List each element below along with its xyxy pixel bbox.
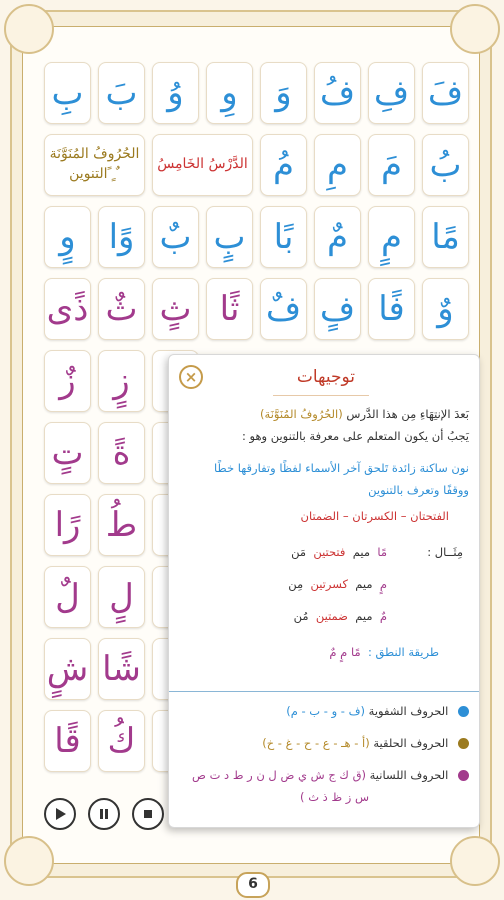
example-harakah: كسرتين	[310, 577, 348, 591]
pause-button[interactable]	[88, 798, 120, 830]
dialog-line	[260, 407, 469, 421]
letter-tile[interactable]: بُ	[422, 134, 469, 196]
letter-tile[interactable]: وِ	[206, 62, 253, 124]
example-row	[291, 545, 387, 559]
title-divider	[273, 395, 369, 396]
group-name: الحروف اللسانية	[369, 768, 449, 782]
corner-ornament	[450, 836, 500, 886]
letter-tile[interactable]: ةً	[98, 422, 145, 484]
letter-tile[interactable]: مٌ	[314, 206, 361, 268]
corner-ornament	[450, 4, 500, 54]
blue-dot-icon	[458, 706, 469, 717]
highlight-text: (الحُرُوفُ المُنَوَّنَة)	[260, 407, 343, 421]
purple-dot-icon	[458, 770, 469, 781]
letter-tile[interactable]: وًا	[98, 206, 145, 268]
group-name: الحروف الحلقية	[373, 736, 449, 750]
letter-tile[interactable]: ثًا	[206, 278, 253, 340]
letter-tile[interactable]: فًا	[368, 278, 415, 340]
corner-ornament	[4, 836, 54, 886]
letter-tile[interactable]: لٍ	[98, 566, 145, 628]
letter-tile[interactable]: زٍ	[98, 350, 145, 412]
letter-tile[interactable]: مِ	[314, 134, 361, 196]
letter-tile[interactable]: مُ	[260, 134, 307, 196]
letter-tile[interactable]: شًا	[98, 638, 145, 700]
letter-tile[interactable]: فٌ	[260, 278, 307, 340]
letter-tile[interactable]: شٍ	[44, 638, 91, 700]
group-item	[262, 736, 469, 750]
letter-tile[interactable]: بٍ	[206, 206, 253, 268]
play-icon	[53, 807, 67, 821]
page-number: 6	[236, 872, 270, 898]
pronunciation-value: مًا مٍ مٌ	[329, 645, 361, 659]
letter-tile[interactable]: ثٍ	[152, 278, 199, 340]
close-button[interactable]	[179, 365, 203, 389]
gold-dot-icon	[458, 738, 469, 749]
dialog-line: يَجبُ أن يكون المتعلم على معرفة بالتنوين وهو :	[241, 429, 469, 443]
dialog-title: توجيهات	[296, 367, 355, 387]
group-item	[192, 768, 469, 782]
letter-row	[44, 134, 469, 196]
example-row	[288, 577, 387, 591]
letter-tile[interactable]: زٌ	[44, 350, 91, 412]
example-letter: مٌ	[379, 609, 387, 623]
pause-icon	[97, 807, 111, 821]
example-word: ميم	[355, 609, 373, 623]
letter-tile[interactable]: وٌ	[422, 278, 469, 340]
letter-tile[interactable]: بِ	[44, 62, 91, 124]
stop-button[interactable]	[132, 798, 164, 830]
letter-tile[interactable]: بًا	[260, 206, 307, 268]
letter-tile[interactable]: لٌ	[44, 566, 91, 628]
letter-tile[interactable]: مَ	[368, 134, 415, 196]
lesson-heading-tile	[44, 134, 145, 196]
letter-tile[interactable]: ثٌ	[98, 278, 145, 340]
letter-tile[interactable]: فَ	[422, 62, 469, 124]
example-word: ميم	[352, 545, 371, 559]
letter-tile[interactable]: ذًى	[44, 278, 91, 340]
lesson-title-tile: الدَّرْسُ الخَامِسُ	[152, 134, 253, 196]
letter-tile[interactable]: طُ	[98, 494, 145, 556]
play-button[interactable]	[44, 798, 76, 830]
letter-tile[interactable]: فُ	[314, 62, 361, 124]
example-word: ميم	[355, 577, 373, 591]
letter-tile[interactable]: قًا	[44, 710, 91, 772]
letter-row	[44, 278, 469, 340]
example-sound: مِن	[288, 577, 304, 591]
example-harakah: ضمتين	[315, 609, 348, 623]
letter-tile[interactable]: كُ	[98, 710, 145, 772]
line-text: بَعدَ الإنتِهَاءِ مِن هذا الدَّرس	[346, 407, 469, 421]
stop-icon	[141, 807, 155, 821]
heading-line: الحُرُوفُ المُنَوَّنَة	[49, 146, 140, 163]
group-item	[286, 704, 469, 718]
letter-tile[interactable]: وٍ	[44, 206, 91, 268]
letter-tile[interactable]: مٍ	[368, 206, 415, 268]
example-harakah: فتحتين	[313, 545, 346, 559]
letter-row	[44, 62, 469, 124]
instructions-dialog	[168, 354, 480, 828]
example-label: مِثَــال :	[427, 545, 463, 559]
pronunciation-line	[329, 645, 439, 659]
letter-row	[44, 206, 469, 268]
letter-tile[interactable]: مًا	[422, 206, 469, 268]
example-letter: مٍ	[379, 577, 387, 591]
corner-ornament	[4, 4, 54, 54]
group-letters: (ق ك ج ش ي ض ل ن ر ط د ت ص	[192, 768, 366, 782]
dialog-line: نون ساكنة زائدة تَلحق آخر الأسماء لفظًا وتفارقها خطًا	[214, 461, 469, 475]
letter-tile[interactable]: وُ	[152, 62, 199, 124]
letter-tile[interactable]: تٍ	[44, 422, 91, 484]
example-sound: مُن	[293, 609, 309, 623]
example-row	[294, 609, 387, 623]
dialog-line: الفتحتان – الكسرتان – الضمتان	[300, 509, 449, 523]
group-name: الحروف الشفوية	[368, 704, 449, 718]
group-letters-continued: س ز ظ ذ ث )	[300, 790, 369, 804]
example-letter: مًا	[377, 545, 387, 559]
example-sound: مَن	[291, 545, 306, 559]
letter-tile[interactable]: وَ	[260, 62, 307, 124]
close-icon: ×	[184, 368, 198, 386]
pronunciation-label: طريقة النطق :	[367, 645, 439, 659]
letter-tile[interactable]: فِ	[368, 62, 415, 124]
letter-tile[interactable]: فٍ	[314, 278, 361, 340]
heading-line: التنوين ً ٍ ٌ	[69, 166, 120, 182]
group-letters: (ف - و - ب - م)	[286, 704, 365, 718]
letter-tile[interactable]: رًا	[44, 494, 91, 556]
group-letters: (أ - هـ - ع - ح - غ - خ)	[262, 736, 370, 750]
letter-tile[interactable]: بَ	[98, 62, 145, 124]
dialog-line: ووقفًا وتعرف بالتنوين	[368, 483, 469, 497]
letter-tile[interactable]: بٌ	[152, 206, 199, 268]
letter-groups	[169, 691, 479, 804]
